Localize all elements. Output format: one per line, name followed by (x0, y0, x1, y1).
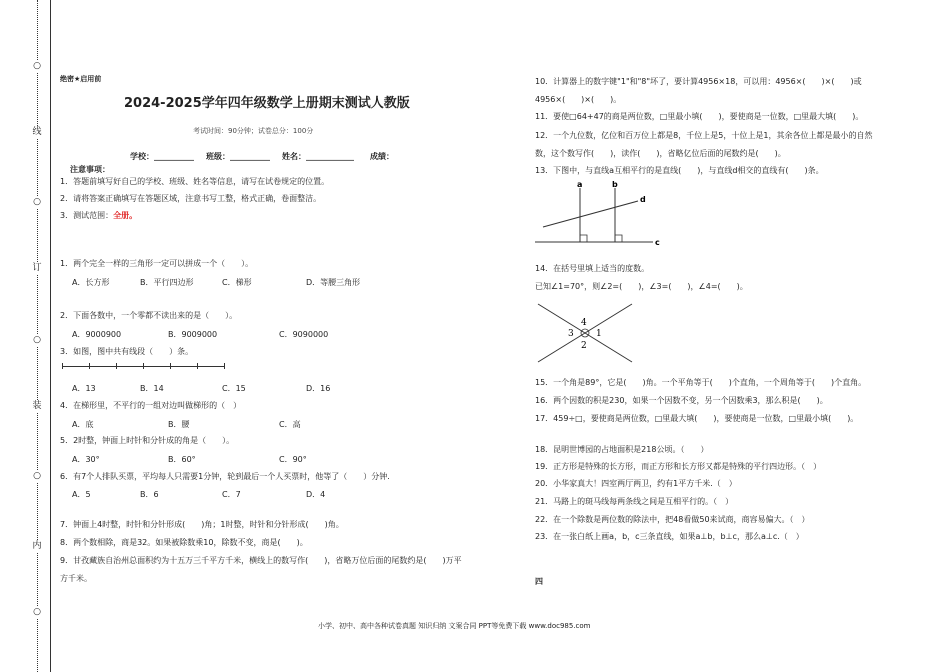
question-9: 9．甘孜藏族自治州总面积约为十五万三千平方千米，横线上的数写作( )，省略万位后面的尾数约是( )万平 (60, 556, 462, 565)
note-3-scope: 全册。 (113, 211, 138, 220)
section-four-heading: 四 (535, 577, 543, 586)
question-16: 16．两个因数的积是230，如果一个因数不变，另一个因数乘3，那么积是( )。 (535, 396, 828, 405)
parallel-lines-diagram (535, 178, 665, 248)
question-17: 17．459÷□，要使商是两位数，□里最大填( )，要使商是一位数，□里最小填( )。 (535, 414, 859, 423)
line-d (543, 201, 638, 227)
class-field: 班级：__________ (206, 152, 270, 161)
school-field: 学校：__________ (130, 152, 194, 161)
question-6: 6．有7个人排队买票，平均每人只需要1分钟，轮到最后一个人买票时，他等了（ ）分钟. (60, 472, 390, 481)
q5-option-c: C．90° (279, 455, 307, 464)
segment-tick (89, 363, 90, 369)
notes-heading: 注意事项： (70, 165, 110, 174)
binding-circle: ○ (31, 334, 43, 346)
question-12-cont: 数，这个数写作( )，读作( )，省略亿位后面的尾数约是( )。 (535, 149, 786, 158)
question-3: 3．如图，图中共有线段（ ）条。 (60, 347, 194, 356)
segment-tick (116, 363, 117, 369)
segment-tick (62, 363, 63, 369)
score-field: 成绩： (370, 152, 394, 161)
name-field: 姓名：____________ (282, 152, 354, 161)
angle-label-3: 3 (568, 329, 574, 339)
binding-char-xian: 线 (32, 127, 42, 137)
question-11: 11．要使□64+47的商是两位数，□里最小填( )，要使商是一位数，□里最大填( )。 (535, 112, 864, 121)
question-14-cont: 已知∠1=70°，则∠2=( )，∠3=( )，∠4=( )。 (535, 282, 748, 291)
q4-option-c: C．高 (279, 420, 301, 429)
binding-circle: ○ (31, 196, 43, 208)
q4-option-b: B．腰 (168, 420, 190, 429)
q1-option-d: D．等腰三角形 (306, 278, 361, 287)
right-angle-mark (615, 235, 622, 242)
q1-option-a: A．长方形 (72, 278, 110, 287)
label-d: d (640, 195, 646, 204)
angles-diagram (530, 296, 640, 366)
label-b: b (612, 180, 618, 189)
segment-tick (143, 363, 144, 369)
segment-tick (197, 363, 198, 369)
binding-char-nei: 内 (32, 541, 42, 551)
exam-subtitle: 考试时间：90分钟；试卷总分：100分 (193, 127, 314, 135)
question-4: 4．在梯形里，不平行的一组对边叫做梯形的（ ） (60, 401, 242, 410)
q5-option-a: A．30° (72, 455, 100, 464)
label-a: a (577, 180, 583, 189)
question-19: 19．正方形是特殊的长方形，而正方形和长方形又都是特殊的平行四边形。（ ） (535, 462, 822, 471)
label-c: c (655, 238, 660, 247)
question-15: 15．一个角是89°，它是( )角。一个平角等于( )个直角，一个周角等于( )个直角。 (535, 378, 867, 387)
note-1: 1．答题前填写好自己的学校、班级、姓名等信息，请写在试卷规定的位置。 (60, 177, 330, 186)
q1-option-b: B．平行四边形 (140, 278, 194, 287)
question-5: 5．2时整，钟面上时针和分针成的角是（ ）。 (60, 436, 235, 445)
binding-char-ding: 订 (32, 263, 42, 273)
q3-option-a: A．13 (72, 384, 96, 393)
binding-margin (0, 0, 52, 672)
q6-option-c: C．7 (222, 490, 241, 499)
segment-tick (170, 363, 171, 369)
binding-circle: ○ (31, 470, 43, 482)
q6-option-a: A．5 (72, 490, 91, 499)
question-7: 7．钟面上4时整，时针和分针形成( )角；1时整，时针和分针形成( )角。 (60, 520, 344, 529)
secret-label: 绝密★启用前 (60, 75, 102, 83)
angle-label-4: 4 (581, 318, 587, 328)
binding-circle: ○ (31, 60, 43, 72)
q2-option-a: A．9000900 (72, 330, 122, 339)
question-10-cont: 4956×( )×( )。 (535, 95, 622, 104)
question-2: 2．下面各数中，一个零都不读出来的是（ ）。 (60, 311, 238, 320)
question-10: 10．计算器上的数字键"1"和"8"坏了，要计算4956×18，可以用：4956×( )×( )或 (535, 77, 862, 86)
question-8: 8．两个数相除，商是32。如果被除数乘10，除数不变，商是( )。 (60, 538, 308, 547)
question-13: 13．下图中，与直线a互相平行的是直线( )，与直线d相交的直线有( )条。 (535, 166, 824, 175)
page-footer: 小学、初中、高中各种试卷真题 知识归纳 文案合同 PPT等免费下载 www.doc985.com (318, 622, 591, 630)
binding-circle: ○ (31, 606, 43, 618)
q6-option-d: D．4 (306, 490, 326, 499)
segment-tick (224, 363, 225, 369)
q1-option-c: C．梯形 (222, 278, 252, 287)
q5-option-b: B．60° (168, 455, 196, 464)
question-1: 1．两个完全一样的三角形一定可以拼成一个（ ）。 (60, 259, 254, 268)
angle-label-1: 1 (596, 329, 602, 339)
question-18: 18．昆明世博园的占地面积是218公顷。（ ） (535, 445, 709, 454)
angle-label-2: 2 (581, 341, 587, 351)
q4-option-a: A．底 (72, 420, 94, 429)
question-23: 23．在一张白纸上画a，b，c三条直线，如果a⊥b，b⊥c，那么a⊥c.（ ） (535, 532, 804, 541)
note-3 (60, 211, 137, 221)
q3-option-c: C．15 (222, 384, 246, 393)
question-20: 20．小华家真大！四室两厅两卫，约有1平方千米.（ ） (535, 479, 737, 488)
question-22: 22．在一个除数是两位数的除法中，把48看做50来试商，商容易偏大。（ ） (535, 515, 810, 524)
q2-option-b: B．9009000 (168, 330, 218, 339)
page-title: 2024-2025学年四年级数学上册期末测试人教版 (124, 96, 410, 111)
question-9-cont: 方千米。 (60, 574, 92, 583)
binding-solid-line (50, 0, 51, 672)
q3-option-d: D．16 (306, 384, 331, 393)
question-14: 14．在括号里填上适当的度数。 (535, 264, 650, 273)
q2-option-c: C．9090000 (279, 330, 329, 339)
note-2: 2．请将答案正确填写在答题区域，注意书写工整，格式正确，卷面整洁。 (60, 194, 322, 203)
binding-char-zhuang: 装 (32, 401, 42, 411)
question-12: 12．一个九位数，亿位和百万位上都是8，千位上是5，十位上是1，其余各位上都是最小的自然 (535, 131, 873, 140)
right-angle-mark (580, 235, 587, 242)
q6-option-b: B．6 (140, 490, 159, 499)
q3-option-b: B．14 (140, 384, 164, 393)
note-3-prefix: 3．测试范围： (60, 211, 114, 220)
question-21: 21．马路上的斑马线每两条线之间是互相平行的。（ ） (535, 497, 734, 506)
